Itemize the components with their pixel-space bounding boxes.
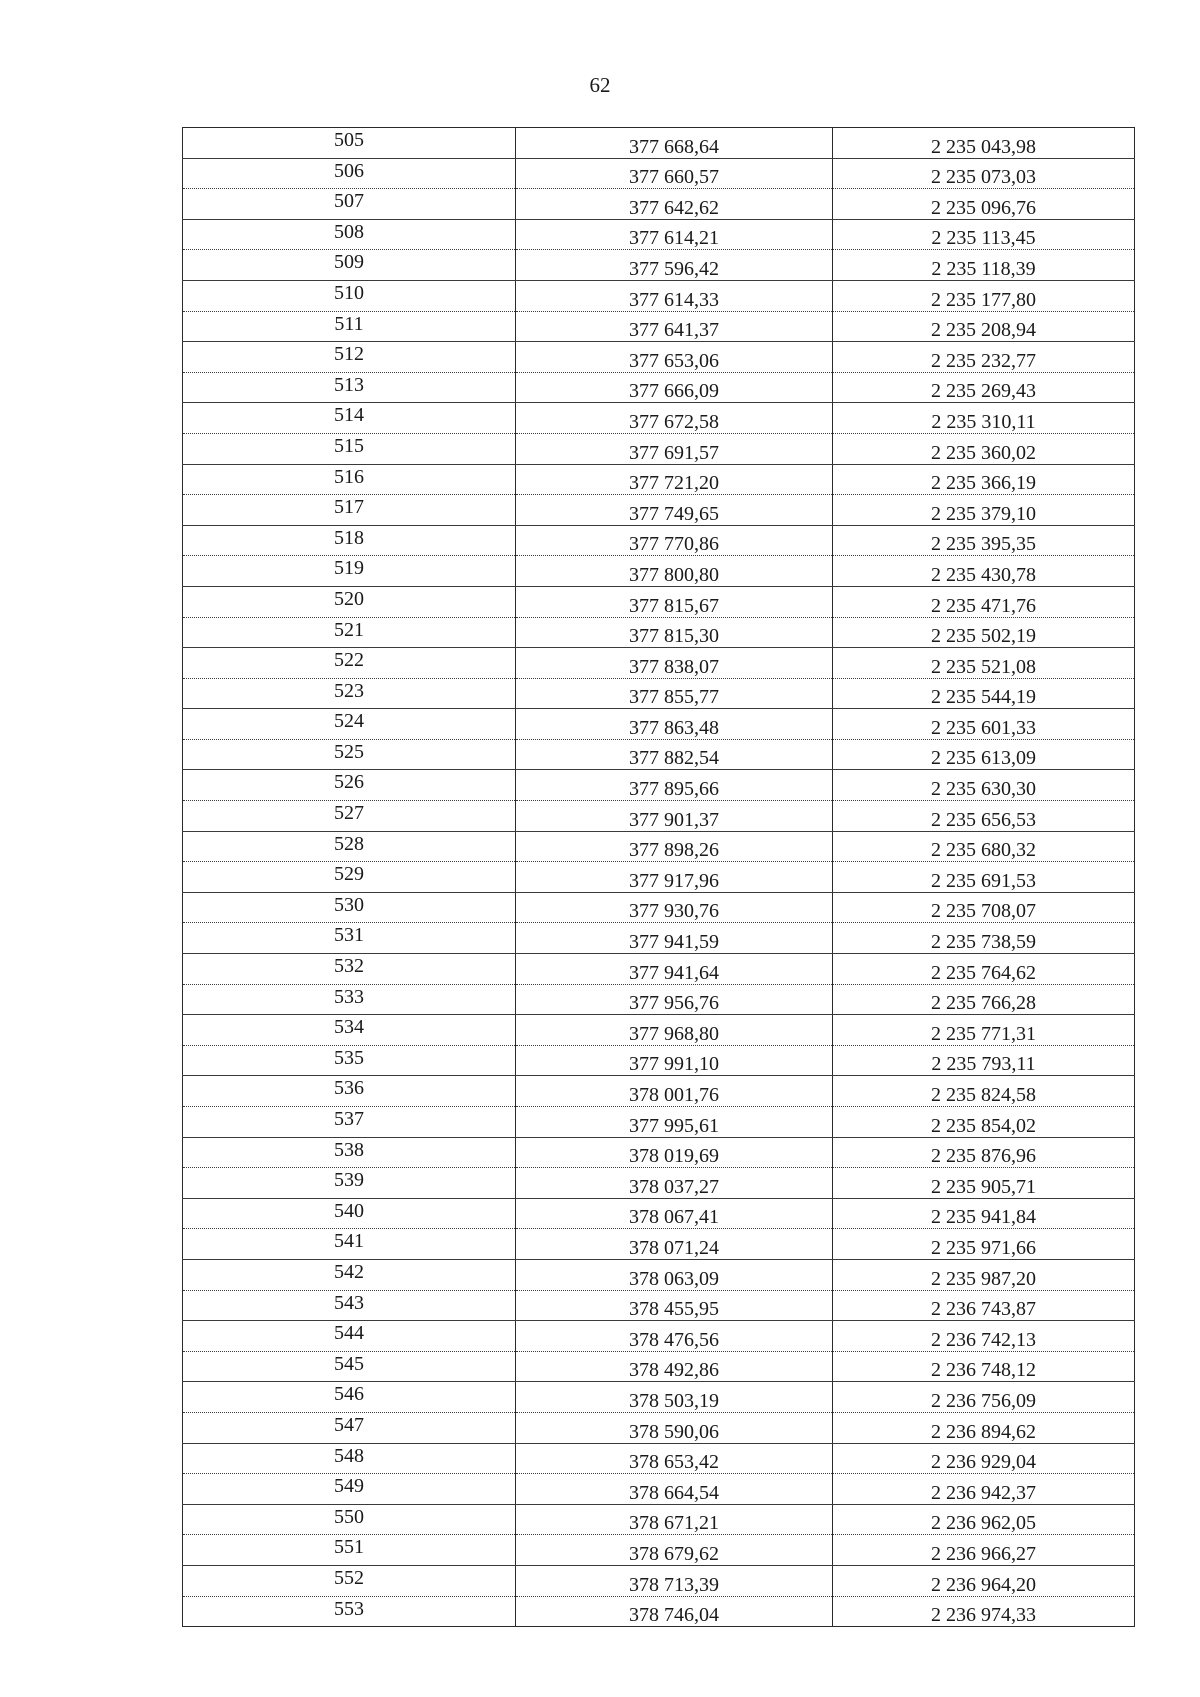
table-row (183, 1137, 1135, 1168)
x-coordinate-cell: 377 815,30 (516, 617, 833, 648)
y-coordinate-cell: 2 235 113,45 (833, 219, 1135, 250)
table-row (183, 1474, 1135, 1505)
point-number-cell: 547 (183, 1412, 516, 1443)
y-coordinate-cell: 2 235 793,11 (833, 1045, 1135, 1076)
point-number-cell: 544 (183, 1321, 516, 1352)
table-row (183, 862, 1135, 893)
x-coordinate-cell: 377 614,33 (516, 280, 833, 311)
point-number-cell: 537 (183, 1107, 516, 1138)
x-coordinate-cell: 377 941,64 (516, 954, 833, 985)
point-number-cell: 532 (183, 954, 516, 985)
y-coordinate-cell: 2 235 656,53 (833, 801, 1135, 832)
x-coordinate-cell: 377 770,86 (516, 525, 833, 556)
x-coordinate-cell: 378 067,41 (516, 1198, 833, 1229)
table-row (183, 617, 1135, 648)
y-coordinate-cell: 2 236 962,05 (833, 1504, 1135, 1535)
point-number-cell: 516 (183, 464, 516, 495)
x-coordinate-cell: 377 800,80 (516, 556, 833, 587)
point-number-cell: 545 (183, 1351, 516, 1382)
point-number-cell: 506 (183, 158, 516, 189)
x-coordinate-cell: 378 664,54 (516, 1474, 833, 1505)
table-row (183, 923, 1135, 954)
table-row (183, 770, 1135, 801)
table-row (183, 831, 1135, 862)
table-row (183, 709, 1135, 740)
x-coordinate-cell: 378 019,69 (516, 1137, 833, 1168)
y-coordinate-cell: 2 235 854,02 (833, 1107, 1135, 1138)
point-number-cell: 543 (183, 1290, 516, 1321)
point-number-cell: 538 (183, 1137, 516, 1168)
y-coordinate-cell: 2 235 941,84 (833, 1198, 1135, 1229)
table-row (183, 1565, 1135, 1596)
table-row (183, 648, 1135, 679)
point-number-cell: 534 (183, 1015, 516, 1046)
y-coordinate-cell: 2 235 310,11 (833, 403, 1135, 434)
x-coordinate-cell: 377 855,77 (516, 678, 833, 709)
y-coordinate-cell: 2 235 613,09 (833, 739, 1135, 770)
y-coordinate-cell: 2 235 430,78 (833, 556, 1135, 587)
table-row (183, 1015, 1135, 1046)
y-coordinate-cell: 2 235 771,31 (833, 1015, 1135, 1046)
point-number-cell: 552 (183, 1565, 516, 1596)
point-number-cell: 522 (183, 648, 516, 679)
point-number-cell: 507 (183, 189, 516, 220)
y-coordinate-cell: 2 235 379,10 (833, 495, 1135, 526)
table-row (183, 1596, 1135, 1627)
x-coordinate-cell: 378 476,56 (516, 1321, 833, 1352)
y-coordinate-cell: 2 235 738,59 (833, 923, 1135, 954)
table-row (183, 1351, 1135, 1382)
x-coordinate-cell: 378 492,86 (516, 1351, 833, 1382)
table-row (183, 556, 1135, 587)
y-coordinate-cell: 2 235 177,80 (833, 280, 1135, 311)
x-coordinate-cell: 377 721,20 (516, 464, 833, 495)
y-coordinate-cell: 2 235 766,28 (833, 984, 1135, 1015)
table-row (183, 1259, 1135, 1290)
x-coordinate-cell: 377 614,21 (516, 219, 833, 250)
point-number-cell: 520 (183, 586, 516, 617)
x-coordinate-cell: 378 037,27 (516, 1168, 833, 1199)
table-row (183, 1290, 1135, 1321)
point-number-cell: 546 (183, 1382, 516, 1413)
x-coordinate-cell: 378 679,62 (516, 1535, 833, 1566)
table-row (183, 801, 1135, 832)
y-coordinate-cell: 2 236 748,12 (833, 1351, 1135, 1382)
point-number-cell: 531 (183, 923, 516, 954)
point-number-cell: 542 (183, 1259, 516, 1290)
table-row (183, 250, 1135, 281)
point-number-cell: 505 (183, 128, 516, 159)
y-coordinate-cell: 2 235 521,08 (833, 648, 1135, 679)
x-coordinate-cell: 377 917,96 (516, 862, 833, 893)
table-row (183, 1229, 1135, 1260)
point-number-cell: 515 (183, 433, 516, 464)
y-coordinate-cell: 2 236 756,09 (833, 1382, 1135, 1413)
y-coordinate-cell: 2 236 743,87 (833, 1290, 1135, 1321)
x-coordinate-cell: 377 672,58 (516, 403, 833, 434)
point-number-cell: 517 (183, 495, 516, 526)
y-coordinate-cell: 2 236 894,62 (833, 1412, 1135, 1443)
table-row (183, 1168, 1135, 1199)
x-coordinate-cell: 378 001,76 (516, 1076, 833, 1107)
table-row (183, 739, 1135, 770)
x-coordinate-cell: 377 968,80 (516, 1015, 833, 1046)
y-coordinate-cell: 2 235 366,19 (833, 464, 1135, 495)
x-coordinate-cell: 377 882,54 (516, 739, 833, 770)
x-coordinate-cell: 377 660,57 (516, 158, 833, 189)
point-number-cell: 533 (183, 984, 516, 1015)
y-coordinate-cell: 2 235 232,77 (833, 342, 1135, 373)
table-row (183, 128, 1135, 159)
y-coordinate-cell: 2 235 360,02 (833, 433, 1135, 464)
table-row (183, 892, 1135, 923)
x-coordinate-cell: 377 666,09 (516, 372, 833, 403)
y-coordinate-cell: 2 235 096,76 (833, 189, 1135, 220)
y-coordinate-cell: 2 235 471,76 (833, 586, 1135, 617)
x-coordinate-cell: 377 930,76 (516, 892, 833, 923)
table-row (183, 280, 1135, 311)
point-number-cell: 539 (183, 1168, 516, 1199)
point-number-cell: 540 (183, 1198, 516, 1229)
table-row (183, 219, 1135, 250)
table-row (183, 403, 1135, 434)
x-coordinate-cell: 378 063,09 (516, 1259, 833, 1290)
y-coordinate-cell: 2 235 630,30 (833, 770, 1135, 801)
y-coordinate-cell: 2 235 691,53 (833, 862, 1135, 893)
y-coordinate-cell: 2 236 742,13 (833, 1321, 1135, 1352)
y-coordinate-cell: 2 235 073,03 (833, 158, 1135, 189)
table-row (183, 372, 1135, 403)
x-coordinate-cell: 377 641,37 (516, 311, 833, 342)
point-number-cell: 509 (183, 250, 516, 281)
y-coordinate-cell: 2 235 395,35 (833, 525, 1135, 556)
y-coordinate-cell: 2 236 929,04 (833, 1443, 1135, 1474)
x-coordinate-cell: 378 671,21 (516, 1504, 833, 1535)
y-coordinate-cell: 2 235 764,62 (833, 954, 1135, 985)
x-coordinate-cell: 378 653,42 (516, 1443, 833, 1474)
table-row (183, 954, 1135, 985)
point-number-cell: 512 (183, 342, 516, 373)
x-coordinate-cell: 378 746,04 (516, 1596, 833, 1627)
table-row (183, 1321, 1135, 1352)
point-number-cell: 549 (183, 1474, 516, 1505)
x-coordinate-cell: 377 691,57 (516, 433, 833, 464)
y-coordinate-cell: 2 236 966,27 (833, 1535, 1135, 1566)
y-coordinate-cell: 2 236 974,33 (833, 1596, 1135, 1627)
y-coordinate-cell: 2 235 708,07 (833, 892, 1135, 923)
x-coordinate-cell: 377 653,06 (516, 342, 833, 373)
y-coordinate-cell: 2 235 544,19 (833, 678, 1135, 709)
table-row (183, 342, 1135, 373)
y-coordinate-cell: 2 235 876,96 (833, 1137, 1135, 1168)
x-coordinate-cell: 377 668,64 (516, 128, 833, 159)
y-coordinate-cell: 2 235 043,98 (833, 128, 1135, 159)
table-row (183, 158, 1135, 189)
table-row (183, 311, 1135, 342)
table-row (183, 464, 1135, 495)
point-number-cell: 530 (183, 892, 516, 923)
y-coordinate-cell: 2 235 208,94 (833, 311, 1135, 342)
point-number-cell: 525 (183, 739, 516, 770)
table-row (183, 1382, 1135, 1413)
table-row (183, 433, 1135, 464)
x-coordinate-cell: 377 901,37 (516, 801, 833, 832)
x-coordinate-cell: 377 863,48 (516, 709, 833, 740)
table-row (183, 189, 1135, 220)
x-coordinate-cell: 377 895,66 (516, 770, 833, 801)
y-coordinate-cell: 2 235 987,20 (833, 1259, 1135, 1290)
point-number-cell: 519 (183, 556, 516, 587)
point-number-cell: 529 (183, 862, 516, 893)
x-coordinate-cell: 378 071,24 (516, 1229, 833, 1260)
page-number: 62 (589, 73, 611, 97)
y-coordinate-cell: 2 236 964,20 (833, 1565, 1135, 1596)
table-row (183, 525, 1135, 556)
x-coordinate-cell: 377 941,59 (516, 923, 833, 954)
y-coordinate-cell: 2 235 118,39 (833, 250, 1135, 281)
x-coordinate-cell: 377 898,26 (516, 831, 833, 862)
y-coordinate-cell: 2 235 502,19 (833, 617, 1135, 648)
table-row (183, 1535, 1135, 1566)
table-row (183, 495, 1135, 526)
y-coordinate-cell: 2 236 942,37 (833, 1474, 1135, 1505)
x-coordinate-cell: 377 956,76 (516, 984, 833, 1015)
table-row (183, 586, 1135, 617)
x-coordinate-cell: 378 503,19 (516, 1382, 833, 1413)
y-coordinate-cell: 2 235 971,66 (833, 1229, 1135, 1260)
point-number-cell: 528 (183, 831, 516, 862)
table-row (183, 1412, 1135, 1443)
x-coordinate-cell: 377 596,42 (516, 250, 833, 281)
y-coordinate-cell: 2 235 824,58 (833, 1076, 1135, 1107)
x-coordinate-cell: 377 642,62 (516, 189, 833, 220)
point-number-cell: 541 (183, 1229, 516, 1260)
x-coordinate-cell: 377 991,10 (516, 1045, 833, 1076)
point-number-cell: 521 (183, 617, 516, 648)
point-number-cell: 553 (183, 1596, 516, 1627)
y-coordinate-cell: 2 235 269,43 (833, 372, 1135, 403)
point-number-cell: 526 (183, 770, 516, 801)
point-number-cell: 508 (183, 219, 516, 250)
table-row (183, 1198, 1135, 1229)
x-coordinate-cell: 377 815,67 (516, 586, 833, 617)
point-number-cell: 536 (183, 1076, 516, 1107)
point-number-cell: 551 (183, 1535, 516, 1566)
table-row (183, 984, 1135, 1015)
point-number-cell: 518 (183, 525, 516, 556)
table-row (183, 1443, 1135, 1474)
point-number-cell: 513 (183, 372, 516, 403)
x-coordinate-cell: 378 590,06 (516, 1412, 833, 1443)
x-coordinate-cell: 378 713,39 (516, 1565, 833, 1596)
y-coordinate-cell: 2 235 601,33 (833, 709, 1135, 740)
point-number-cell: 535 (183, 1045, 516, 1076)
coordinates-table (182, 127, 1135, 1627)
coordinates-table-body (183, 128, 1135, 1627)
point-number-cell: 527 (183, 801, 516, 832)
x-coordinate-cell: 378 455,95 (516, 1290, 833, 1321)
table-row (183, 1076, 1135, 1107)
point-number-cell: 510 (183, 280, 516, 311)
table-row (183, 1504, 1135, 1535)
table-row (183, 678, 1135, 709)
point-number-cell: 523 (183, 678, 516, 709)
x-coordinate-cell: 377 838,07 (516, 648, 833, 679)
y-coordinate-cell: 2 235 905,71 (833, 1168, 1135, 1199)
x-coordinate-cell: 377 749,65 (516, 495, 833, 526)
table-row (183, 1045, 1135, 1076)
point-number-cell: 524 (183, 709, 516, 740)
x-coordinate-cell: 377 995,61 (516, 1107, 833, 1138)
point-number-cell: 511 (183, 311, 516, 342)
point-number-cell: 550 (183, 1504, 516, 1535)
table-row (183, 1107, 1135, 1138)
y-coordinate-cell: 2 235 680,32 (833, 831, 1135, 862)
point-number-cell: 514 (183, 403, 516, 434)
point-number-cell: 548 (183, 1443, 516, 1474)
